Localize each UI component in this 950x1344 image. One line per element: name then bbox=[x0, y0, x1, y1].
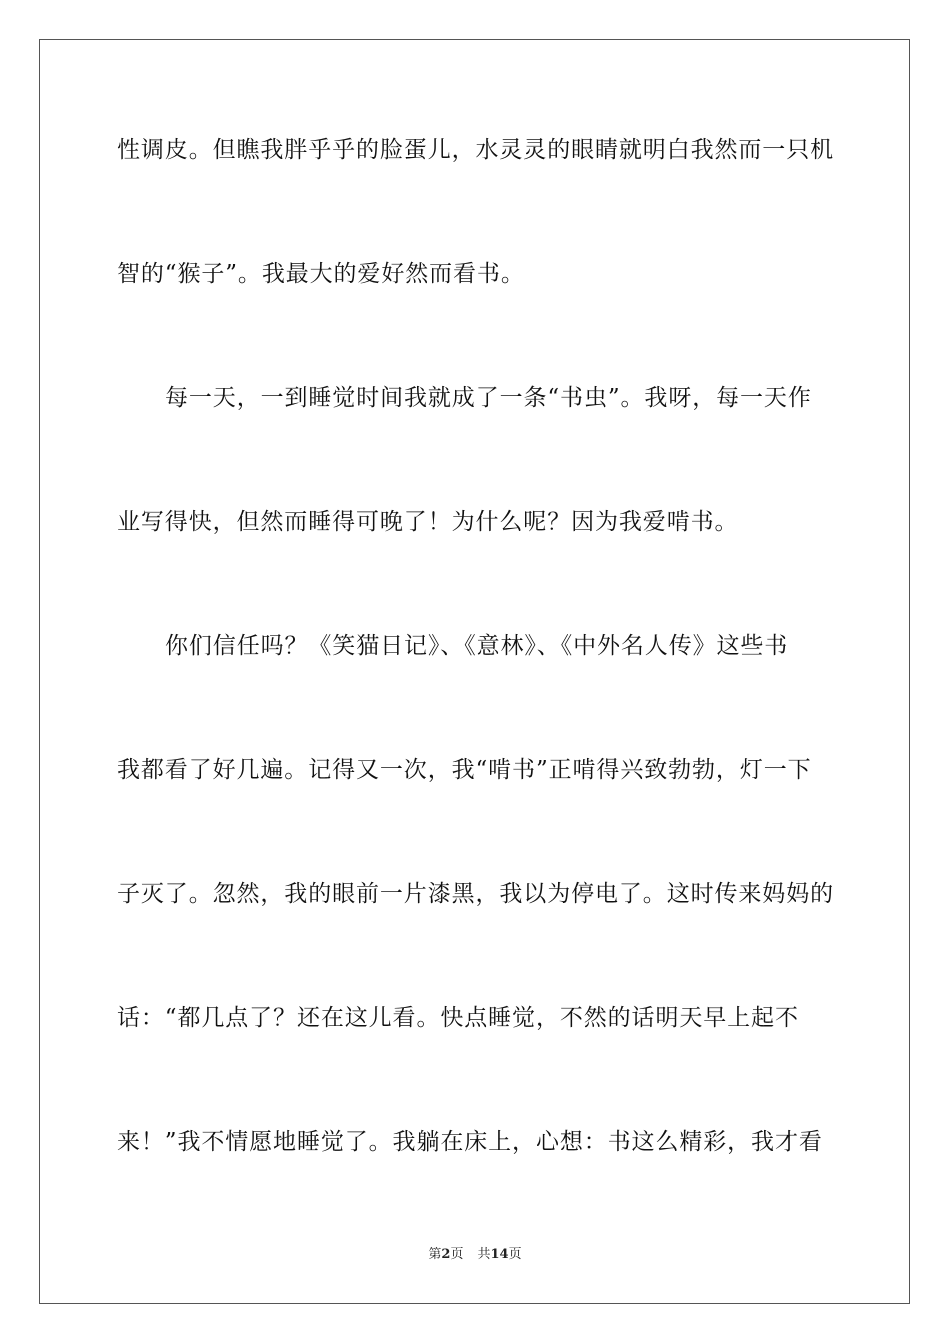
text-line-2: 智的“猴子”。我最大的爱好然而看书。 bbox=[117, 261, 525, 287]
text-line-9: 来！”我不情愿地睡觉了。我躺在床上，心想：书这么精彩，我才看 bbox=[117, 1129, 823, 1155]
text-line-4: 业写得快，但然而睡得可晚了！为什么呢？因为我爱啃书。 bbox=[117, 509, 739, 535]
text-line-3: 每一天，一到睡觉时间我就成了一条“书虫”。我呀，每一天作 bbox=[165, 385, 812, 411]
page-border bbox=[39, 39, 910, 1304]
text-line-6: 我都看了好几遍。记得又一次，我“啃书”正啃得兴致勃勃，灯一下 bbox=[117, 757, 812, 783]
page-prefix: 第 bbox=[428, 1247, 442, 1262]
text-line-8: 话：“都几点了？还在这儿看。快点睡觉，不然的话明天早上起不 bbox=[117, 1005, 799, 1031]
page-footer bbox=[0, 1246, 950, 1264]
text-line-5: 你们信任吗？《笑猫日记》、《意林》、《中外名人传》这些书 bbox=[165, 633, 789, 659]
total-prefix: 共 bbox=[477, 1247, 491, 1262]
page-suffix: 页 bbox=[450, 1247, 464, 1262]
total-pages: 14 bbox=[490, 1247, 509, 1262]
page-number: 2 bbox=[441, 1247, 451, 1262]
text-line-1: 性调皮。但瞧我胖乎乎的脸蛋儿，水灵灵的眼睛就明白我然而一只机 bbox=[117, 137, 834, 163]
total-suffix: 页 bbox=[508, 1247, 522, 1262]
text-line-7: 子灭了。忽然，我的眼前一片漆黑，我以为停电了。这时传来妈妈的 bbox=[117, 881, 834, 907]
